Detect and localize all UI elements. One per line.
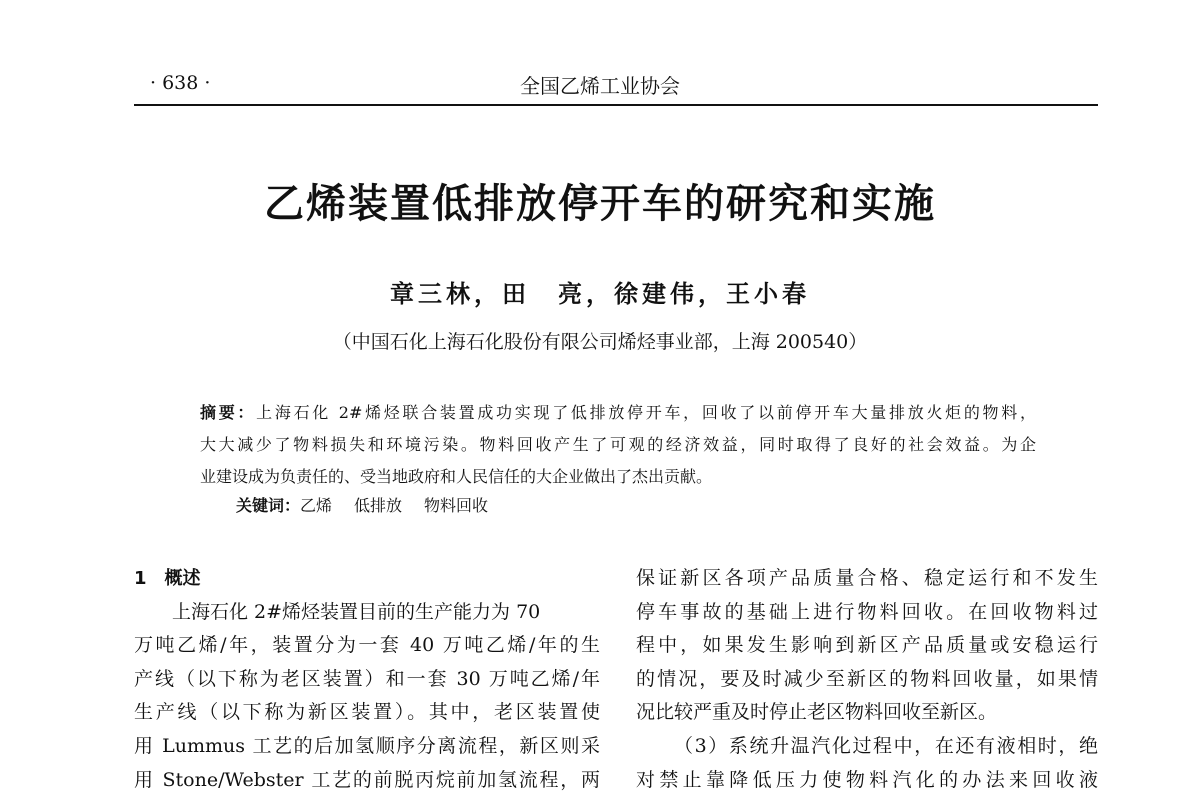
- abstract-line: 业建设成为负责任的、受当地政府和人民信任的大企业做出了杰出贡献。: [200, 467, 713, 486]
- body-line: 保证新区各项产品质量合格、稳定运行和不发生: [636, 567, 1098, 589]
- abstract: [200, 397, 1036, 493]
- right-column: [636, 562, 1098, 797]
- keyword-item: 物料回收: [424, 496, 489, 515]
- keyword-item: 乙烯: [300, 496, 333, 515]
- keywords-label: 关键词：: [236, 496, 301, 515]
- keywords: [236, 493, 510, 516]
- body-line: 用 Lummus 工艺的后加氢顺序分离流程，新区则采: [134, 734, 600, 757]
- abstract-line: 大大减少了物料损失和环境污染。物料回收产生了可观的经济效益，同时取得了良好的社会效益。为企: [200, 435, 1036, 454]
- body-line: 对禁止靠降低压力使物料汽化的办法来回收液: [636, 768, 1098, 791]
- body-line: 的情况，要及时减少至新区的物料回收量，如果情: [636, 667, 1098, 690]
- body-line: 万吨乙烯/年，装置分为一套 40 万吨乙烯/年的生: [134, 634, 600, 657]
- body-line: 产线（以下称为老区装置）和一套 30 万吨乙烯/年: [134, 667, 600, 690]
- abstract-label: 摘要：: [200, 403, 257, 422]
- body-line: 停车事故的基础上进行物料回收。在回收物料过: [636, 600, 1098, 623]
- body-line: 用 Stone/Webster 工艺的前脱丙烷前加氢流程，两: [134, 768, 600, 791]
- page-number: · 638 ·: [150, 72, 211, 94]
- body-line: 上海石化 2#烯烃装置目前的生产能力为 70: [172, 600, 541, 623]
- abstract-line: [200, 397, 1036, 429]
- body-line: 生产线（以下称为新区装置）。其中，老区装置使: [134, 701, 600, 724]
- body-line: （3）系统升温汽化过程中，在还有液相时，绝: [674, 734, 1098, 757]
- body-line: 况比较严重及时停止老区物料回收至新区。: [636, 701, 998, 724]
- section-heading: [134, 562, 600, 596]
- section-number: 1: [134, 568, 147, 589]
- section-title: 概述: [164, 568, 201, 589]
- body-line: 程中，如果发生影响到新区产品质量或安稳运行: [636, 634, 1098, 657]
- left-column: [134, 562, 600, 797]
- header-rule: [134, 104, 1098, 106]
- paper-affiliation: （中国石化上海石化股份有限公司烯烃事业部，上海 200540）: [332, 331, 868, 353]
- abstract-text: 上海石化 2#烯烃联合装置成功实现了低排放停开车，回收了以前停开车大量排放火炬的物料，: [256, 403, 1036, 422]
- paper-title: 乙烯装置低排放停开车的研究和实施: [264, 181, 936, 227]
- keyword-item: 低排放: [354, 496, 403, 515]
- journal-name: 全国乙烯工业协会: [520, 74, 680, 98]
- paper-authors: 章三林，田 亮，徐建伟，王小春: [390, 279, 810, 308]
